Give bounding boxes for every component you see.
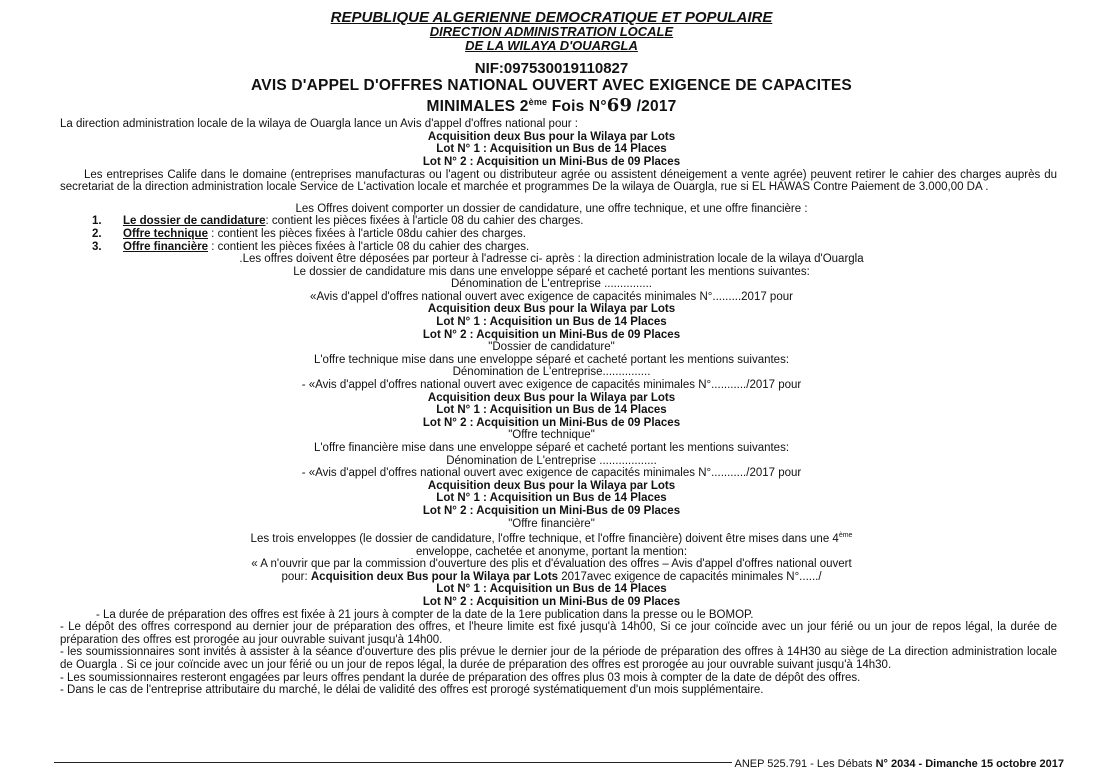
dossier-object: Acquisition deux Bus pour la Wilaya par Lots xyxy=(427,303,676,316)
financiere-object: Acquisition deux Bus pour la Wilaya par Lots xyxy=(427,479,676,492)
direction-heading: DIRECTION ADMINISTRATION LOCALE xyxy=(429,24,674,39)
dossier-label: "Dossier de candidature" xyxy=(488,341,615,354)
notice-title-line2 xyxy=(0,94,1103,115)
republic-heading: REPUBLIQUE ALGERIENNE DEMOCRATIQUE ET POPULAIRE xyxy=(330,9,773,26)
financiere-intro: L'offre financière mise dans une enveloppe séparé et cacheté portant les mentions suivantes: xyxy=(313,442,790,454)
offers-intro: Les Offres doivent comporter un dossier de candidature, une offre technique, et une offre financière : xyxy=(295,202,808,215)
list-item-text: : contient les pièces fixées à l'article 08 du cahier des charges. xyxy=(265,215,584,228)
rule-paragraph: - les soumissionnaires sont invités à assister à la séance d'ouverture des plis prévue le dernier jour de la période de préparation des offres à 14H30 au siège de La direction administration locale de Ouargla . Si ce jour coïncide avec un jour férié ou un jour de repos légal, la durée de préparation des offres est prorogée au jour ouvrable suivant jusqu'à 14h30. xyxy=(60,646,1057,671)
title-number: 69 xyxy=(606,95,633,117)
title-year: /2017 xyxy=(632,98,677,116)
footer-date: - Dimanche 15 octobre 2017 xyxy=(915,758,1064,770)
footer-publication xyxy=(732,758,1068,770)
technique-intro: L'offre technique mise dans une enveloppe séparé et cacheté portant les mentions suivantes: xyxy=(313,353,790,366)
technique-object: Acquisition deux Bus pour la Wilaya par Lots xyxy=(427,391,676,404)
list-item-text: : contient les pièces fixées à l'article 08du cahier des charges. xyxy=(207,227,526,240)
eligibility-paragraph: Les entreprises Calife dans le domaine (entreprises manufacturas ou l'agent ou distributeur agrée ou assistent déneigement a vente agrée) peuvent retirer le cahier des charges auprès du secretariat de la direction administration locale Service de L'activation locale et marchée et programmes De la wilaya de Ouargla, rue si EL HAWAS Contre Paiement de 3.000,00 DA . xyxy=(60,168,1057,194)
financiere-avis: - «Avis d'appel d'offres national ouvert avec exigence de capacités minimales N°.........../2017 pour xyxy=(301,467,802,480)
title-minimales: MINIMALES 2 xyxy=(426,98,529,116)
list-item-term: Offre technique xyxy=(123,227,208,240)
envelopes-lot2: Lot N° 2 : Acquisition un Mini-Bus de 09 Places xyxy=(422,595,681,608)
envelopes-line1: Les trois enveloppes (le dossier de candidature, l'offre technique, et l'offre financière) doivent être mises dans une 4ème xyxy=(250,532,853,545)
list-item: 2. Offre technique : contient les pièces fixées à l'article 08du cahier des charges. xyxy=(92,227,526,240)
nif-number: NIF:097530019110827 xyxy=(474,60,629,77)
technique-lot2: Lot N° 2 : Acquisition un Mini-Bus de 09 Places xyxy=(422,416,681,429)
dossier-intro: Le dossier de candidature mis dans une enveloppe séparé et cacheté portant les mentions suivantes: xyxy=(293,265,810,278)
deposit-text: .Les offres doivent être déposées par porteur à l'adresse ci- après : la direction administration locale de la wilaya d'Ouargla xyxy=(239,253,864,266)
technique-label: "Offre technique" xyxy=(508,429,595,442)
rule-paragraph: - Le dépôt des offres correspond au dernier jour de préparation des offres, et l'heure limite est fixé jusqu'à 14h00, Si ce jour coïncide avec un jour férié ou un jour de repos légal, la durée de préparation des offres est prorogée au jour ouvrable suivant jusqu'à 14h00. xyxy=(60,621,1057,646)
footer-issue: N° 2034 xyxy=(875,758,916,770)
notice-title-line1: AVIS D'APPEL D'OFFRES NATIONAL OUVERT AVEC EXIGENCE DE CAPACITES xyxy=(251,77,852,94)
financiere-lot1: Lot N° 1 : Acquisition un Bus de 14 Places xyxy=(436,492,667,505)
technique-lot1: Lot N° 1 : Acquisition un Bus de 14 Places xyxy=(436,404,667,417)
rule-paragraph: - Dans le cas de l'entreprise attributaire du marché, le délai de validité des offres est prorogé systématiquement d'un mois supplémentaire. xyxy=(60,684,764,697)
offers-list xyxy=(92,215,1103,253)
list-item-text: : contient les pièces fixées à l'article 08 du cahier des charges. xyxy=(208,240,530,253)
intro-lot2: Lot N° 2 : Acquisition un Mini-Bus de 09 Places xyxy=(422,155,681,168)
financiere-lot2: Lot N° 2 : Acquisition un Mini-Bus de 09 Places xyxy=(422,504,681,517)
envelopes-line4: pour: Acquisition deux Bus pour la Wilaya par Lots 2017avec exigence de capacités minimales N°....../ xyxy=(281,570,822,583)
notice-title xyxy=(0,77,1103,115)
intro-object: Acquisition deux Bus pour la Wilaya par Lots xyxy=(427,130,676,143)
envelopes-line2: enveloppe, cachetée et anonyme, portant la mention: xyxy=(415,545,688,558)
financiere-label: "Offre financière" xyxy=(508,517,595,530)
list-item: 3. Offre financière : contient les pièces fixées à l'article 08 du cahier des charges. xyxy=(92,240,530,253)
list-item: 1. Le dossier de candidature: contient les pièces fixées à l'article 08 du cahier des charges. xyxy=(92,215,584,228)
rule-paragraph: - Les soumissionnaires resteront engagées par leurs offres pendant la durée de préparation des offres plus 03 mois à compter de la date de dépôt des offres. xyxy=(60,671,861,684)
wilaya-heading: DE LA WILAYA D'OUARGLA xyxy=(465,38,638,53)
technique-avis: - «Avis d'appel d'offres national ouvert avec exigence de capacités minimales N°.........../2017 pour xyxy=(301,379,802,392)
intro-lot1: Lot N° 1 : Acquisition un Bus de 14 Places xyxy=(436,143,667,156)
intro-text: La direction administration locale de la wilaya de Ouargla lance un Avis d'appel d'offres national pour : xyxy=(60,118,578,131)
list-item-term: Le dossier de candidature xyxy=(123,215,266,228)
list-item-term: Offre financière xyxy=(123,240,208,253)
title-fois: Fois N° xyxy=(547,98,607,116)
dossier-lot1: Lot N° 1 : Acquisition un Bus de 14 Places xyxy=(436,316,667,329)
dossier-avis: «Avis d'appel d'offres national ouvert avec exigence de capacités minimales N°.........2017 pour xyxy=(310,290,793,303)
dossier-lot2: Lot N° 2 : Acquisition un Mini-Bus de 09 Places xyxy=(422,328,681,341)
title-sup: ème xyxy=(528,97,548,107)
financiere-denomination: Dénomination de L'entreprise .................. xyxy=(446,454,657,467)
envelopes-lot1: Lot N° 1 : Acquisition un Bus de 14 Places xyxy=(436,583,667,596)
envelopes-line3: « A n'ouvrir que par la commission d'ouverture des plis et d'évaluation des offres – Avis d'appel d'offres national ouvert xyxy=(251,558,852,571)
dossier-denomination: Dénomination de L'entreprise ............... xyxy=(451,278,652,291)
footer-ref: ANEP 525.791 - Les Débats xyxy=(734,758,876,770)
technique-denomination: Dénomination de L'entreprise............... xyxy=(452,366,651,379)
rule-paragraph: - La durée de préparation des offres est fixée à 21 jours à compter de la date de la 1ere publication dans la presse ou le BOMOP. xyxy=(96,608,754,621)
